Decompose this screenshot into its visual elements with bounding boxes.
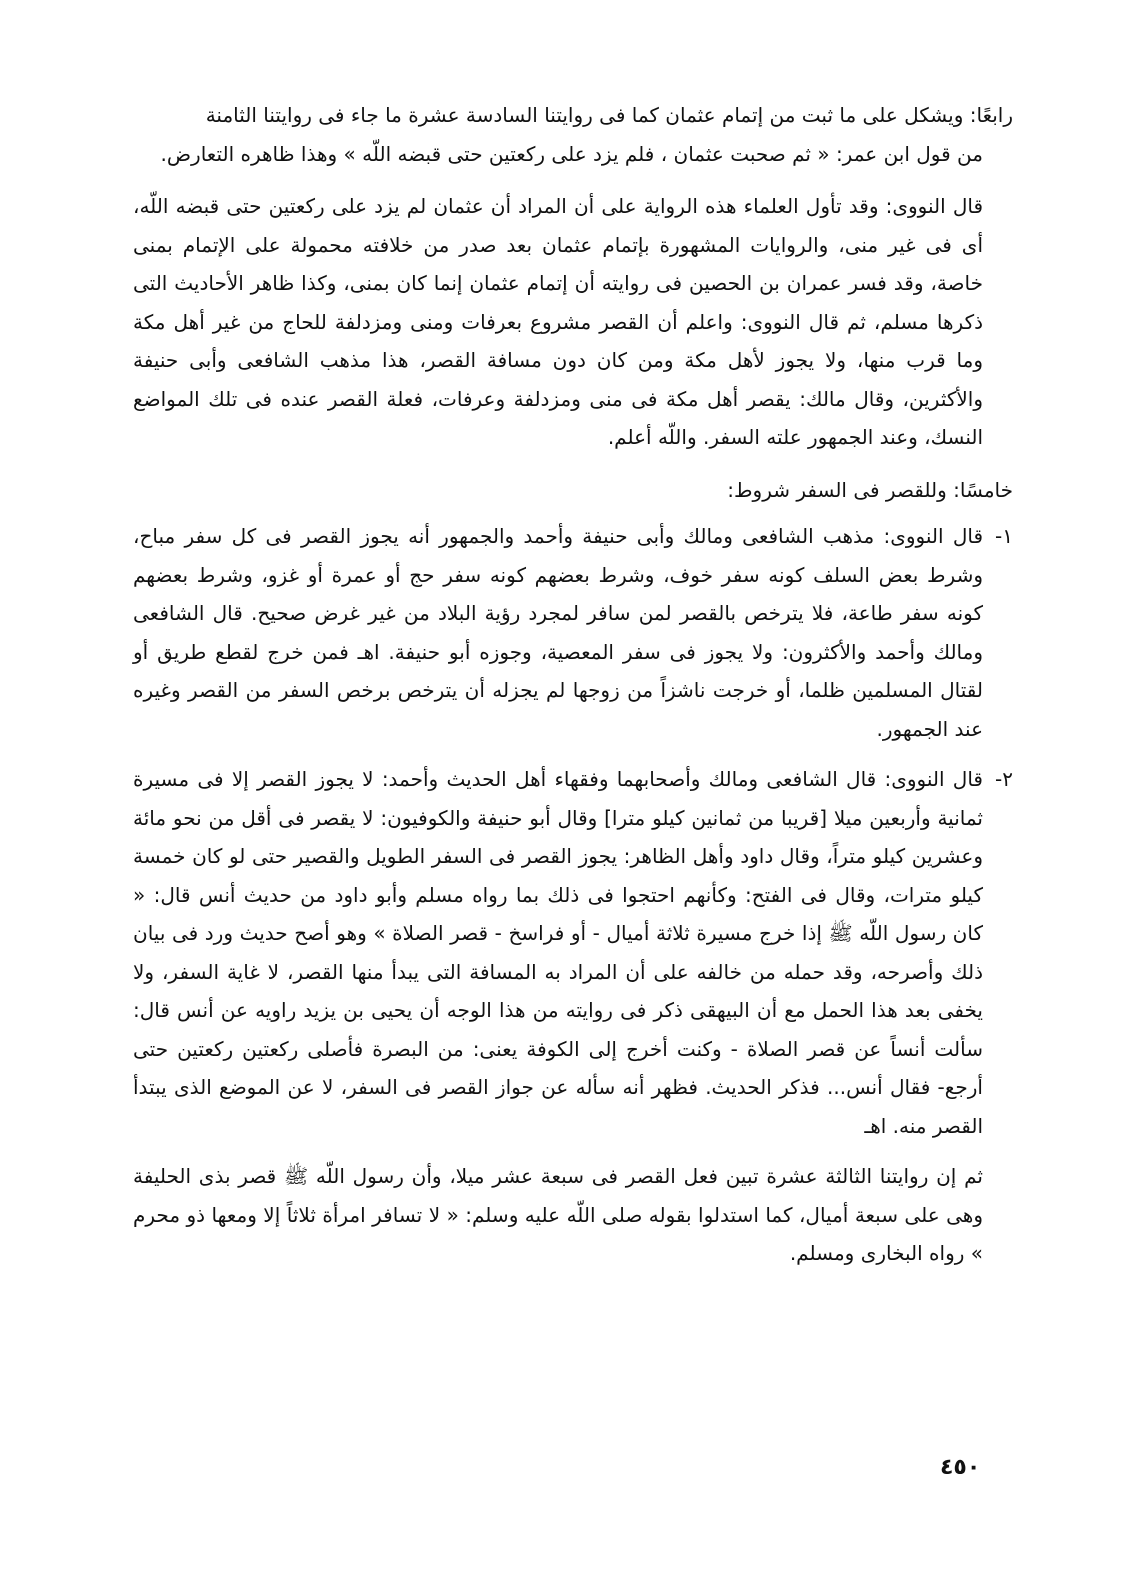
condition-item-1: [133, 517, 1013, 748]
condition-text-1: قال النووى: مذهب الشافعى ومالك وأبى حنيفة وأحمد والجمهور أنه يجوز القصر فى كل سفر مباح، وشرط بعض السلف كونه سفر خوف، وشرط بعضهم كونه سفر حج أو عمرة أو غزو، وشرط بعضهم كونه سفر طاعة، فلا يترخص بالقصر لمن سافر لمجرد رؤية البلاد من غير غرض صحيح. قال الشافعى ومالك وأحمد والأكثرون: ولا يجوز فى سفر المعصية، وجوزه أبو حنيفة. اهـ فمن خرج لقطع طريق أو لقتال المسلمين ظلما، أو خرجت ناشزاً من زوجها لم يجزله أن يترخص برخص السفر من القصر وغيره عند الجمهور.: [133, 524, 983, 741]
condition-number-1: ١-: [995, 524, 1013, 548]
section-four-continuation: من قول ابن عمر: « ثم صحبت عثمان ، فلم يزد على ركعتين حتى قبضه اللّه » وهذا ظاهره التعارض.: [160, 141, 983, 166]
section-four-paragraph: [133, 96, 1013, 173]
page-number: ٤٥٠: [940, 1455, 981, 1480]
page-content: [133, 96, 1013, 1287]
condition-text-2: قال النووى: قال الشافعى ومالك وأصحابهما وفقهاء أهل الحديث وأحمد: لا يجوز القصر إلا فى مسيرة ثمانية وأربعين ميلا [قريبا من ثمانين كيلو مترا] وقال أبو حنيفة والكوفيون: لا يقصر فى أقل من نحو مائة وعشرين كيلو متراً، وقال داود وأهل الظاهر: يجوز القصر فى السفر الطويل والقصير حتى لو كان خمسة كيلو مترات، وقال فى الفتح: وكأنهم احتجوا فى ذلك بما رواه مسلم وأبو داود من حديث أنس قال: « كان رسول اللّه ﷺ إذا خرج مسيرة ثلاثة أميال - أو فراسخ - قصر الصلاة » وهو أصح حديث ورد فى بيان ذلك وأصرحه، وقد حمله من خالفه على أن المراد به المسافة التى يبدأ منها القصر، لا غاية السفر، ولا يخفى بعد هذا الحمل مع أن البيهقى ذكر فى روايته من هذا الوجه أن يحيى بن يزيد راويه عن أنس قال: سألت أنساً عن قصر الصلاة - وكنت أخرج إلى الكوفة يعنى: من البصرة فأصلى ركعتين ركعتين حتى أرجع- فقال أنس... فذكر الحديث. فظهر أنه سأله عن جواز القصر فى السفر، لا عن الموضع الذى يبتدأ القصر منه. اهـ: [133, 767, 983, 1138]
condition-item-2: [133, 760, 1013, 1145]
nawawi-paragraph: قال النووى: وقد تأول العلماء هذه الرواية على أن المراد أن عثمان لم يزد على ركعتين حتى قبضه اللّه، أى فى غير منى، والروايات المشهورة بإتمام عثمان بعد صدر من خلافته محمولة على الإتمام بمنى خاصة، وقد فسر عمران بن الحصين فى روايته أن إتمام عثمان إنما كان بمنى، وكذا ظاهر الأحاديث التى ذكرها مسلم، ثم قال النووى: واعلم أن القصر مشروع بعرفات ومنى ومزدلفة للحاج من غير أهل مكة وما قرب منها، ولا يجوز لأهل مكة ومن كان دون مسافة القصر، هذا مذهب الشافعى وأبى حنيفة والأكثرين، وقال مالك: يقصر أهل مكة فى منى ومزدلفة وعرفات، فعلة القصر عنده فى تلك المواضع النسك، وعند الجمهور علته السفر. واللّه أعلم.: [133, 194, 983, 449]
condition-number-2: ٢-: [995, 767, 1013, 791]
section-four-lead: رابعًا: ويشكل على ما ثبت من إتمام عثمان كما فى روايتنا السادسة عشرة ما جاء فى روايتنا الثامنة: [205, 103, 1013, 127]
closing-paragraph: ثم إن روايتنا الثالثة عشرة تبين فعل القصر فى سبعة عشر ميلا، وأن رسول اللّه ﷺ قصر بذى الحليفة وهى على سبعة أميال، كما استدلوا بقوله صلى اللّه عليه وسلم: « لا تسافر امرأة ثلاثاً إلا ومعها ذو محرم » رواه البخارى ومسلم.: [133, 1164, 983, 1265]
section-five-heading: خامسًا: وللقصر فى السفر شروط:: [727, 477, 1013, 502]
